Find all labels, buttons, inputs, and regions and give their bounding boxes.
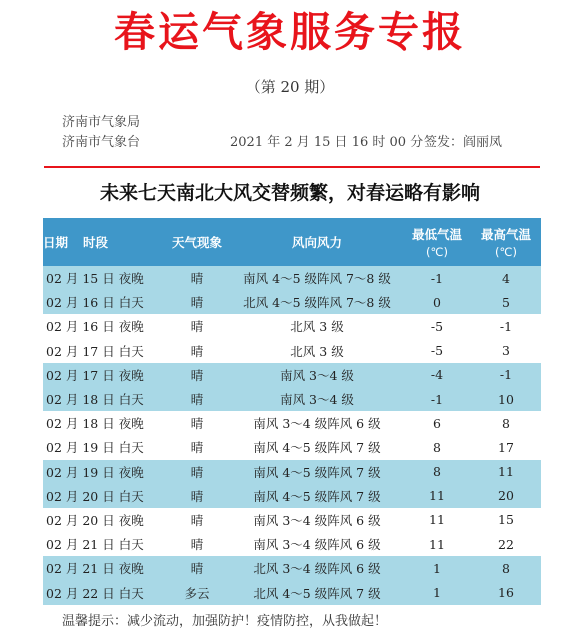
cell-low-temp: -4 bbox=[430, 367, 444, 383]
table-row bbox=[43, 411, 541, 435]
table-row bbox=[43, 532, 541, 556]
bureau-name: 济南市气象局 bbox=[62, 115, 141, 130]
cell-high-temp: -1 bbox=[499, 318, 513, 334]
cell-high-temp: 8 bbox=[502, 560, 510, 576]
cell-wind: 南风 4～5 级阵风 7～8 级 bbox=[243, 271, 391, 287]
cell-wind: 北风 3 级 bbox=[290, 319, 344, 335]
cell-high-temp: 22 bbox=[498, 536, 514, 552]
cell-date: 02 月 19 日 夜晚 bbox=[46, 464, 144, 480]
cell-low-temp: 0 bbox=[433, 294, 441, 310]
header-date-period bbox=[43, 218, 163, 266]
table-row bbox=[43, 484, 541, 508]
header-weather: 天气现象 bbox=[171, 235, 222, 250]
cell-date: 02 月 18 日 夜晚 bbox=[46, 416, 144, 432]
cell-wind: 北风 3 级 bbox=[290, 343, 344, 359]
cell-date: 02 月 20 日 白天 bbox=[46, 488, 144, 504]
cell-weather: 晴 bbox=[190, 512, 204, 528]
cell-wind: 南风 3～4 级 bbox=[280, 367, 354, 383]
red-divider bbox=[44, 166, 540, 168]
issue-number: （第 20 期） bbox=[245, 78, 335, 96]
cell-low-temp: -1 bbox=[430, 270, 444, 286]
cell-low-temp: 1 bbox=[433, 585, 441, 601]
table-row bbox=[43, 339, 541, 363]
observatory-name: 济南市气象台 bbox=[62, 135, 141, 150]
header-low-label: 最低气温 bbox=[411, 227, 462, 242]
cell-low-temp: -5 bbox=[430, 343, 444, 359]
cell-date: 02 月 21 日 白天 bbox=[46, 537, 144, 553]
cell-low-temp: 11 bbox=[429, 536, 445, 552]
cell-date: 02 月 16 日 白天 bbox=[46, 295, 144, 311]
cell-high-temp: 20 bbox=[498, 488, 514, 504]
table-row bbox=[43, 363, 541, 387]
cell-weather: 晴 bbox=[190, 488, 204, 504]
cell-weather: 晴 bbox=[190, 392, 204, 408]
cell-low-temp: 8 bbox=[433, 439, 441, 455]
cell-date: 02 月 17 日 夜晚 bbox=[46, 367, 144, 383]
table-row bbox=[43, 435, 541, 459]
header-low-temp bbox=[403, 218, 471, 266]
signer: 签发：阎丽凤 bbox=[424, 135, 503, 150]
cell-weather: 晴 bbox=[190, 464, 204, 480]
cell-date: 02 月 21 日 夜晚 bbox=[46, 561, 144, 577]
cell-weather: 晴 bbox=[190, 416, 204, 432]
cell-weather: 晴 bbox=[190, 367, 204, 383]
cell-wind: 北风 4～5 级阵风 7 级 bbox=[253, 585, 381, 601]
cell-low-temp: 1 bbox=[433, 560, 441, 576]
cell-high-temp: 17 bbox=[498, 439, 514, 455]
cell-wind: 南风 4～5 级阵风 7 级 bbox=[253, 464, 381, 480]
cell-low-temp: 11 bbox=[429, 488, 445, 504]
cell-weather: 晴 bbox=[190, 537, 204, 553]
footer-tip: 温馨提示：减少流动，加强防护！疫情防控，从我做起！ bbox=[62, 614, 388, 629]
table-row bbox=[43, 266, 541, 290]
header-date: 日期 bbox=[43, 235, 69, 250]
issue-datetime: 2021 年 2 月 15 日 16 时 00 分 bbox=[230, 135, 424, 150]
cell-weather: 晴 bbox=[190, 440, 204, 456]
header-high-temp bbox=[471, 218, 541, 266]
table-row bbox=[43, 508, 541, 532]
cell-high-temp: 4 bbox=[502, 270, 510, 286]
cell-weather: 晴 bbox=[190, 295, 204, 311]
table-row bbox=[43, 387, 541, 411]
cell-high-temp: 16 bbox=[498, 585, 514, 601]
cell-date: 02 月 17 日 白天 bbox=[46, 343, 144, 359]
table-row bbox=[43, 314, 541, 338]
cell-wind: 南风 3～4 级阵风 6 级 bbox=[253, 416, 381, 432]
cell-weather: 晴 bbox=[190, 319, 204, 335]
cell-high-temp: 8 bbox=[502, 415, 510, 431]
cell-wind: 南风 3～4 级 bbox=[280, 392, 354, 408]
cell-wind: 北风 3～4 级阵风 6 级 bbox=[253, 561, 381, 577]
forecast-table bbox=[43, 218, 541, 605]
cell-wind: 南风 4～5 级阵风 7 级 bbox=[253, 488, 381, 504]
cell-high-temp: -1 bbox=[499, 367, 513, 383]
cell-date: 02 月 18 日 白天 bbox=[46, 392, 144, 408]
header-high-label: 最高气温 bbox=[480, 227, 531, 242]
cell-high-temp: 3 bbox=[502, 343, 510, 359]
table-header-row bbox=[43, 218, 541, 266]
header-high-unit: (℃) bbox=[495, 245, 517, 259]
table-row bbox=[43, 460, 541, 484]
cell-weather: 多云 bbox=[184, 585, 210, 601]
header-period: 时段 bbox=[83, 235, 109, 250]
cell-high-temp: 11 bbox=[498, 464, 514, 480]
table-row bbox=[43, 556, 541, 580]
headline: 未来七天南北大风交替频繁，对春运略有影响 bbox=[99, 182, 480, 204]
cell-low-temp: 8 bbox=[433, 464, 441, 480]
cell-wind: 南风 4～5 级阵风 7 级 bbox=[253, 440, 381, 456]
report-title: 春运气象服务专报 bbox=[114, 8, 466, 56]
cell-weather: 晴 bbox=[190, 561, 204, 577]
cell-high-temp: 10 bbox=[498, 391, 514, 407]
cell-date: 02 月 16 日 夜晚 bbox=[46, 319, 144, 335]
cell-date: 02 月 22 日 白天 bbox=[46, 585, 144, 601]
cell-low-temp: 6 bbox=[433, 415, 441, 431]
cell-low-temp: -5 bbox=[430, 318, 444, 334]
cell-low-temp: 11 bbox=[429, 512, 445, 528]
cell-high-temp: 15 bbox=[498, 512, 514, 528]
table-row bbox=[43, 580, 541, 604]
cell-wind: 南风 3～4 级阵风 6 级 bbox=[253, 537, 381, 553]
cell-wind: 南风 3～4 级阵风 6 级 bbox=[253, 512, 381, 528]
cell-wind: 北风 4～5 级阵风 7～8 级 bbox=[243, 295, 391, 311]
cell-low-temp: -1 bbox=[430, 391, 444, 407]
table-row bbox=[43, 290, 541, 314]
cell-date: 02 月 20 日 夜晚 bbox=[46, 512, 144, 528]
header-wind: 风向风力 bbox=[291, 235, 342, 250]
cell-weather: 晴 bbox=[190, 271, 204, 287]
cell-date: 02 月 19 日 白天 bbox=[46, 440, 144, 456]
header-low-unit: (℃) bbox=[426, 245, 448, 259]
cell-date: 02 月 15 日 夜晚 bbox=[46, 271, 144, 287]
cell-weather: 晴 bbox=[190, 343, 204, 359]
cell-high-temp: 5 bbox=[502, 294, 510, 310]
